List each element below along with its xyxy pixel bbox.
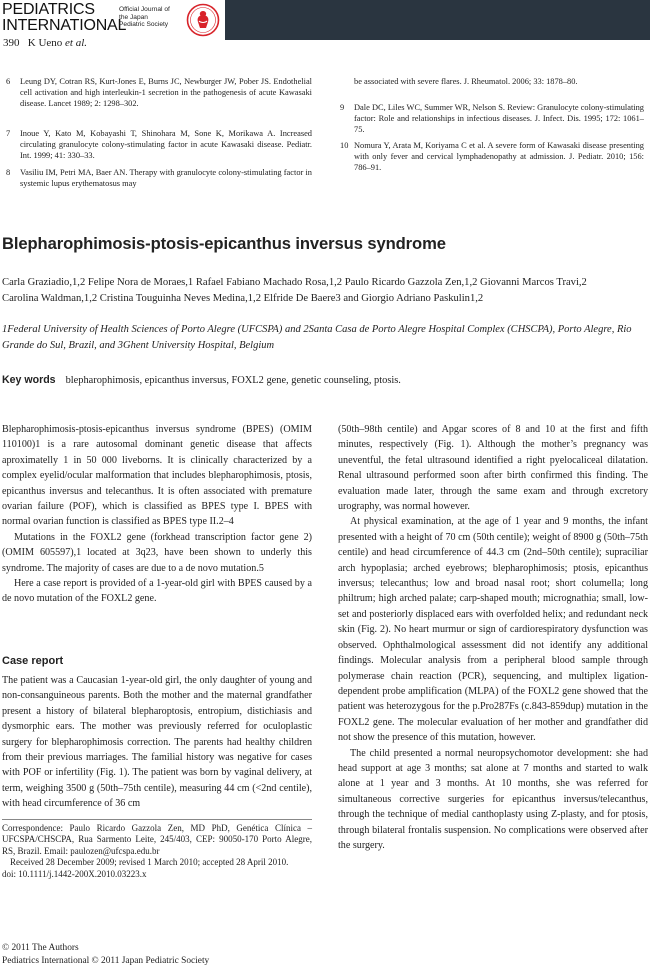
- keywords-label: Key words: [2, 374, 56, 386]
- paragraph: At physical examination, at the age of 1 year and 9 months, the infant presented with a height of 70 cm (50th centile); weight of 8900 g (50th–75th centile) and head circumference of 44.3 cm (2nd–50th centile); supraciliar arch hypoplasia; arched eyebrows; blepharophimosis; ptosis, epicanthus inversus; telecanthus; low and broad nasal root; short columella; long philtrum; high arched palate; carp-shaped mouth; micrognathia; small, low-set and posteriorly displaced ears with overfolded helix; and redundant neck skin (Fig. 2). No heart murmur or sign of cardiorespiratory dysfunction was observed. Ophthalmological assessment did not identify any additional findings. Molecular analysis from a peripheral blood sample through polymerase chain reaction (PCR), sequencing, and multiplex ligation-dependent probe amplification (MLPA) of the FOXL2 gene showed that the patient was heterozygous for the p.Pro287Fs (c.843-859dup) mutation in the FOXL2 gene. The molecular evaluation of her mother and grandfather did not show the presence of this mutation, however.: [338, 516, 648, 744]
- journal-name-line1: PEDIATRICS: [2, 1, 95, 18]
- reference-item: 7 Inoue Y, Kato M, Kobayashi T, Shinohara M, Sone K, Morikawa A. Increased circulating granulocyte colony-stimulating factor in acute Kawasaki disease. Pediatr. Int. 1999; 41: 330–33.: [6, 129, 312, 160]
- running-header: 390 K Ueno et al.: [3, 37, 88, 49]
- case-report-text: [2, 673, 312, 812]
- reference-item: 6 Leung DY, Cotran RS, Kurt-Jones E, Burns JC, Newburger JW, Pober JS. Endothelial cell activation and high interleukin-1 secretion in the pathogenesis of acute Kawasaki disease. Lancet 1989; 2: 1298–302.: [6, 77, 312, 108]
- reference-item: 9 Dale DC, Liles WC, Summer WR, Nelson S. Review: Granulocyte colony-stimulating factor: Role and relationships in infectious diseases. J. Infect. Dis. 1995; 172: 1061–75.: [340, 103, 644, 134]
- society-emblem-icon: [186, 3, 220, 37]
- correspondence-note: [2, 823, 312, 880]
- copyright-footer: © 2011 The Authors Pediatrics International © 2011 Japan Pediatric Society: [2, 943, 210, 966]
- paragraph: (50th–98th centile) and Apgar scores of 8 and 10 at the first and fifth minutes, respectively (Fig. 1). Although the mother’s pregnancy was uneventful, the fetal ultrasound identified a right pyelocaliceal dilatation. Renal ultrasound performed soon after birth confirmed this finding. The evaluation made later, through the same exam and through excretory urography, was normal however.: [338, 424, 648, 513]
- paragraph: The patient was a Caucasian 1-year-old girl, the only daughter of young and non-consanguineous parents. Both the mother and the maternal grandfather present a history of bilateral blepharoptosis, entropium, distichiasis and dysmorphic ears. The mother was previously referred for oculoplastic surgery for blepharophimosis correction. The parents had healthy children from their previous marriages. The familial history was negative for cases with POF or infertility (Fig. 1). The patient was born by vaginal delivery, at term, weighing 3500 g (50th–75th centile), measuring 44 cm (<2nd centile), with head circumference of 36 cm: [2, 675, 312, 810]
- correspondence-address: Correspondence: Paulo Ricardo Gazzola Zen, MD PhD, Genética Clínica – UFCSPA/CHSCPA, Rua Sarmento Leite, 245/403, CEP: 90050-170 Porto Alegre, RS, Brazil. Email: paulozen@ufcspa.edu.br: [2, 823, 312, 856]
- author-list: Carla Graziadio,1,2 Felipe Nora de Moraes,1 Rafael Fabiano Machado Rosa,1,2 Paulo Ricardo Gazzola Zen,1,2 Giovanni Marcos Travi,2 Carolina Waldman,1,2 Cristina Touguinha Neves Medina,1,2 Elfride De Baere3 and Giorgio Adriano Paskulin1,2: [2, 277, 587, 304]
- reference-item: be associated with severe flares. J. Rheumatol. 2006; 33: 1878–80.: [354, 77, 578, 86]
- paragraph: Blepharophimosis-ptosis-epicanthus inversus syndrome (BPES) (OMIM 110100)1 is a rare autosomal dominant genetic disease that affects aproximatelly 1 in 50 000 liveborns. It is clinically characterized by a complex eyelid/ocular malformation that includes blepharophimosis, ptosis, epicanthus inversus and telecanthus. It is often associated with premature ovarian failure (POF), which is classified as BPES type I. BPES with normal ovarian function is classified as BPES type II.2–4: [2, 424, 312, 528]
- journal-logo: [0, 0, 225, 40]
- reference-item: 8 Vasiliu IM, Petri MA, Baer AN. Therapy with granulocyte colony-stimulating factor in systemic lupus erythematosus may: [6, 168, 312, 188]
- footnote-divider: [2, 819, 312, 820]
- reference-item: 10 Nomura Y, Arata M, Koriyama C et al. A severe form of Kawasaki disease presenting with only fever and cervical lymphadenopathy at admission. J. Pediatr. 2010; 156: 786–91.: [340, 141, 644, 172]
- paragraph: The child presented a normal neuropsychomotor development: she had head support at age 3 months; sat alone at 7 months and started to walk alone at 1 year and 3 months. At 10 months, she was referred for simultaneous corrective surgeries for epicanthus inversus/telecanthus, through the technique of medial canthoplasty using Z-plasty, and for ptosis, through bilateral frontalis suspension. No complications were observed after the surgery.: [338, 747, 648, 851]
- right-column-text: [338, 422, 648, 853]
- keywords: [2, 374, 401, 386]
- received-dates: Received 28 December 2009; revised 1 March 2010; accepted 28 April 2010.: [10, 857, 289, 868]
- paragraph: Here a case report is provided of a 1-year-old girl with BPES caused by a de novo mutation of the FOXL2 gene.: [2, 578, 312, 605]
- journal-header-band: [0, 0, 650, 40]
- section-heading: Case report: [2, 655, 64, 667]
- affiliations: 1Federal University of Health Sciences of Porto Alegre (UFCSPA) and 2Santa Casa de Porto Alegre Hospital Complex (CHSCPA), Porto Alegre, Rio Grande do Sul, Brazil, and 3Ghent University Hospital, Belgium: [2, 324, 632, 351]
- journal-name-line2: INTERNATIONAL: [2, 17, 127, 34]
- intro-text: [2, 422, 312, 607]
- keywords-list: blepharophimosis, epicanthus inversus, FOXL2 gene, genetic counseling, ptosis.: [65, 375, 401, 386]
- paragraph: Mutations in the FOXL2 gene (forkhead transcription factor gene 2) (OMIM 605597),1 located at 3q23, have been shown to underly this syndrome. The majority of cases are due to a de novo mutation.5: [2, 531, 312, 574]
- article-title: Blepharophimosis-ptosis-epicanthus inversus syndrome: [2, 234, 446, 253]
- doi: doi: 10.1111/j.1442-200X.2010.03223.x: [2, 868, 147, 879]
- journal-subtitle: Official Journal of the Japan Pediatric Society: [119, 6, 170, 29]
